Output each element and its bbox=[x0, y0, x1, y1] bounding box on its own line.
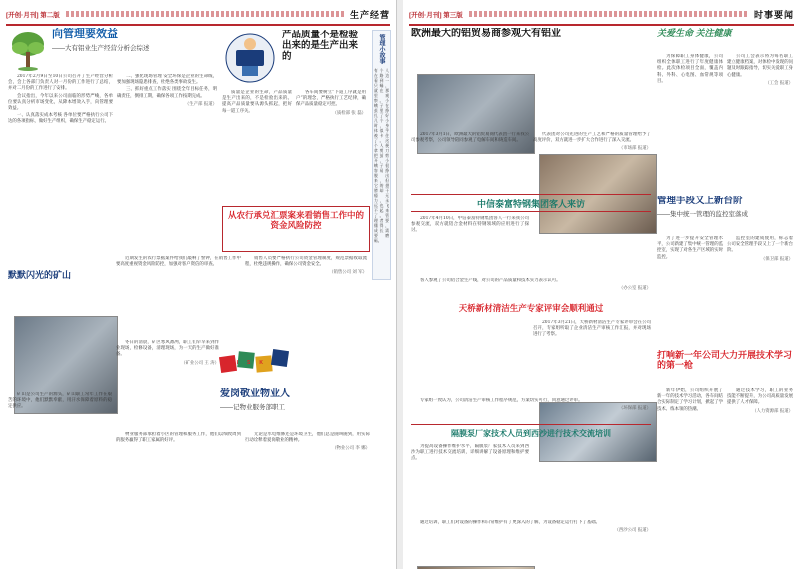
r-article5-headline bbox=[411, 424, 651, 440]
article1-body-col1 bbox=[8, 74, 113, 264]
article4-para: 冬日的清晨，矿区寒风凛冽，职工们早早来到作业现场，检修设备，清理现场，为一天的生产做好准备。 bbox=[116, 340, 219, 358]
header-bar bbox=[66, 11, 344, 17]
r-article2-body-col2 bbox=[411, 278, 651, 300]
r-article6-body-col1 bbox=[657, 388, 723, 564]
health-body-col1 bbox=[657, 54, 723, 190]
article1-para: 三、抓好重点工作落实 围绕全年目标任务，明确责任，倒排工期，确保各项工作按期完成。 bbox=[117, 87, 217, 99]
right-section-title: 时事要闻 bbox=[753, 9, 794, 20]
r-article4-subtitle: ——集中统一管理的监控室落成 bbox=[657, 210, 748, 218]
health-title: 关爱生命 关注健康 bbox=[657, 28, 732, 38]
article1-headline bbox=[52, 28, 217, 64]
right-page bbox=[403, 0, 800, 569]
r-article6-para: 新年伊始，公司组织开展了新一年的技术学习活动，各车间结合实际制定了学习计划，掀起了学技术、练本领的热潮。 bbox=[657, 388, 723, 412]
r-article1-title: 欧洲最大的铝贸易商参观大有铝业 bbox=[411, 28, 561, 39]
article1-para: 会议指出，今年以来公司面临的形势严峻，各单位要认真分析市场变化，从降本增效入手，向管理要效益。 bbox=[8, 93, 113, 112]
r-article2-para: 客人参观了公司铝合金生产线，对公司的产品质量和技术实力表示认可。 bbox=[420, 278, 561, 283]
article3-body-col2 bbox=[245, 256, 367, 336]
article1-headline bbox=[411, 28, 651, 44]
article2-byline: （质检部 张 磊） bbox=[332, 110, 366, 116]
article5-headline bbox=[220, 388, 370, 424]
article1-para: 2017年2月9日至10日公司召开了生产经营分析会，会上各部门负责人对一月份的工作进行了总结，并对二月份的工作进行了安排。 bbox=[8, 74, 113, 92]
article4-para: 矿山是公司生产的源头，矿山职工常年工作在艰苦的环境中，他们默默奉献，用汗水保障着原料的稳定供应。 bbox=[8, 392, 112, 410]
r-article3-byline: （环保部 报道） bbox=[618, 406, 651, 412]
article3-body-col1 bbox=[116, 256, 241, 336]
r-article3-para: 专家组一致认为，公司清洁生产审核工作程序规范，方案切实可行，同意通过评审。 bbox=[420, 398, 583, 403]
health-headline bbox=[657, 28, 793, 52]
article3-byline: （销售公司 刘 军） bbox=[329, 270, 367, 276]
r-article4-para: 为了进一步提升安全管理水平，公司新建了集中统一管理的监控室，实现了对各生产区域的实时监控。 bbox=[657, 236, 723, 260]
r-article4-headline bbox=[657, 196, 793, 232]
risk-label: RISK bbox=[224, 360, 272, 366]
article3-title: 从农行承兑汇票案来看销售工作中的资金风险防控 bbox=[227, 210, 364, 231]
risk-graphic bbox=[218, 338, 290, 384]
article5-body-col2 bbox=[245, 432, 370, 560]
article2-body-col1 bbox=[222, 90, 292, 202]
article2-headline bbox=[282, 30, 364, 82]
article2-body-col2 bbox=[296, 90, 366, 202]
story-label: 管理小故事 bbox=[378, 34, 384, 64]
r-article2-title: 中信泰富特钢集团客人来访 bbox=[476, 199, 585, 209]
r-article2-para: 2017年4月10日，中信泰富特钢集团客人一行来我公司参观交流，双方就铝合金材料在特钢领域的应用进行了探讨。 bbox=[411, 216, 529, 234]
r-article6-title: 打响新一年公司大力开展技术学习的第一枪 bbox=[657, 350, 793, 371]
article5-para: 物业服务部承担着小区的管理和服务工作，他们以细致周到的服务赢得了职工家属的好评。 bbox=[116, 432, 241, 444]
article5-subtitle: ——记物业服务部职工 bbox=[220, 403, 285, 411]
article2-title: 产品质量不是检验出来的是生产出来的 bbox=[282, 30, 359, 62]
right-header bbox=[409, 4, 794, 26]
r-article2-body-col1 bbox=[411, 216, 529, 276]
article5-byline: （物业公司 李 娜） bbox=[332, 446, 370, 452]
r-article3-title: 天桥新材清洁生产专家评审会顺利通过 bbox=[458, 303, 604, 313]
r-article6-headline bbox=[657, 350, 793, 384]
r-article4-body-col1 bbox=[657, 236, 723, 344]
r-article5-byline: （西沙公司 报道） bbox=[614, 528, 651, 534]
r-article4-body-col2 bbox=[727, 236, 793, 344]
left-masthead: [开创·月刊] 第二版 bbox=[6, 11, 60, 19]
r-article6-para: 通过技术学习，职工的业务技能不断提升，为公司高质量发展提供了人才保障。 bbox=[727, 388, 793, 406]
r-article6-body-col2 bbox=[727, 388, 793, 564]
r-article1-body-col1 bbox=[411, 132, 529, 190]
article4-body bbox=[8, 392, 112, 452]
quality-tag-icon bbox=[222, 30, 278, 86]
r-article1-byline: （市场部 报道） bbox=[618, 146, 651, 152]
article1-body-col2 bbox=[117, 74, 217, 264]
article3-headline bbox=[222, 206, 370, 252]
left-header bbox=[6, 4, 390, 26]
r-article6-byline: （人力资源部 报道） bbox=[752, 408, 793, 414]
article1-byline: （生产部 报道） bbox=[184, 101, 217, 107]
left-section-title: 生产经营 bbox=[349, 9, 390, 20]
story-body: 有个人在路边看到一只蛹，就在那里观察。小蛾子在茧里挣扎了好几个小时，身体似乎被卡住了。这个人便拿剪刀把茧剪开，小蛾子很容易挣脱出来，但它的翅膀却干瘪无力，永远也飞不起来了。管理者要懂得，成长需要磨砺。 bbox=[374, 68, 389, 243]
article4-byline: （矿业公司 王 涛） bbox=[181, 360, 219, 366]
r-article5-para: 为提高设备操作维护水平，隔膜泵厂家技术人员来到西沙为职工进行技术交流培训，详细讲解了设备原理和维护要点。 bbox=[411, 444, 529, 462]
article2-para: 各车间要树立“下道工序就是用户”的理念，严格执行工艺纪律，确保产品质量稳定可控。 bbox=[296, 90, 366, 108]
r-article2-headline bbox=[411, 194, 651, 212]
article1-subtitle: ——大有铝业生产经营分析会综述 bbox=[52, 44, 150, 52]
health-para: 公司工会表示将为每名职工建立健康档案，对体检中发现的问题及时跟踪指导，切实关爱职工身心健康。 bbox=[727, 54, 793, 78]
article5-body-col1 bbox=[116, 432, 241, 560]
r-article1-para: 2017年3月1日，欧洲最大的铝贸易商代表团一行来我公司参观考察，公司领导陪同参观了电解车间和铸造车间。 bbox=[411, 132, 529, 144]
r-article5-para: 通过培训，职工们对设备的操作和日常维护有了更深入的了解，为设备稳定运行打下了基础。 bbox=[420, 520, 601, 525]
article1-para: 一、认真落实成本考核 各单位要严格执行公司下达的各项指标，做好生产组织，确保生产稳定运行。 bbox=[8, 113, 113, 125]
r-article1-body-col2 bbox=[533, 132, 651, 190]
r-article5-title: 隔膜泵厂家技术人员到西沙进行技术交流培训 bbox=[451, 429, 611, 438]
r-article4-para: 监控室的建成使用，标志着公司安全管理手段又上了一个新台阶。 bbox=[727, 236, 793, 254]
tree-icon bbox=[8, 30, 48, 72]
r-article1-para: 代表团对公司先进的生产工艺和严格的质量管理给予了高度评价，双方就进一步扩大合作进行了深入交流。 bbox=[533, 132, 651, 144]
article2-para: 质量是企业的生命，产品质量是生产出来的，不是检验出来的。提高产品质量要从源头抓起，把好每一道工序关。 bbox=[222, 90, 292, 114]
health-body-col2 bbox=[727, 54, 793, 190]
r-article5-body-col2 bbox=[411, 520, 651, 564]
article5-para: 无论是水电维修还是环境卫生，他们总是随叫随到，用实际行动诠释着爱岗敬业的精神。 bbox=[245, 432, 370, 444]
r-article2-byline: （办公室 报道） bbox=[618, 286, 651, 292]
article3-para: 销售人员要严格执行公司资金管理制度，规范票据收取流程，杜绝违规操作，确保公司资金安全。 bbox=[245, 256, 367, 268]
article3-para: 近期发生的农行票据案件给我们敲响了警钟，在销售工作中要高度重视资金风险防控，加强对客户资信的审查。 bbox=[116, 256, 241, 268]
article1-title: 向管理要效益 bbox=[52, 28, 118, 40]
article4-headline bbox=[8, 270, 112, 284]
r-article3-headline bbox=[411, 302, 651, 318]
r-article4-byline: （保卫部 报道） bbox=[760, 256, 793, 262]
right-masthead: [开创·月刊] 第三版 bbox=[409, 11, 463, 19]
header-bar bbox=[469, 11, 748, 17]
article5-title: 爱岗敬业物业人 bbox=[220, 388, 290, 399]
left-page bbox=[0, 0, 397, 569]
r-article4-title: 管理手段又上新台阶 bbox=[657, 196, 743, 206]
article4-title: 默默闪光的矿山 bbox=[8, 270, 72, 280]
r-article3-body-col2 bbox=[411, 398, 651, 420]
r-article3-body-col1 bbox=[533, 320, 651, 396]
article4-body-col2 bbox=[116, 340, 219, 430]
story-sidebar bbox=[372, 30, 391, 280]
article1-para: 二、强化现场管理 安全环保是企业的生命线，要加强现场隐患排查，杜绝各类事故发生。 bbox=[117, 74, 217, 86]
r-article3-para: 2017年3月21日，天桥新材清洁生产专家评审会在公司召开，专家组听取了企业清洁生产审核工作汇报，并对现场进行了考察。 bbox=[533, 320, 651, 338]
health-para: 为保障职工身体健康，公司组织全体职工进行了年度健康体检。此次体检项目全面，覆盖内科、外科、心电图、血常规等项目。 bbox=[657, 54, 723, 84]
r-article5-body-col1 bbox=[411, 444, 529, 516]
health-byline: （工会 报道） bbox=[765, 80, 793, 86]
